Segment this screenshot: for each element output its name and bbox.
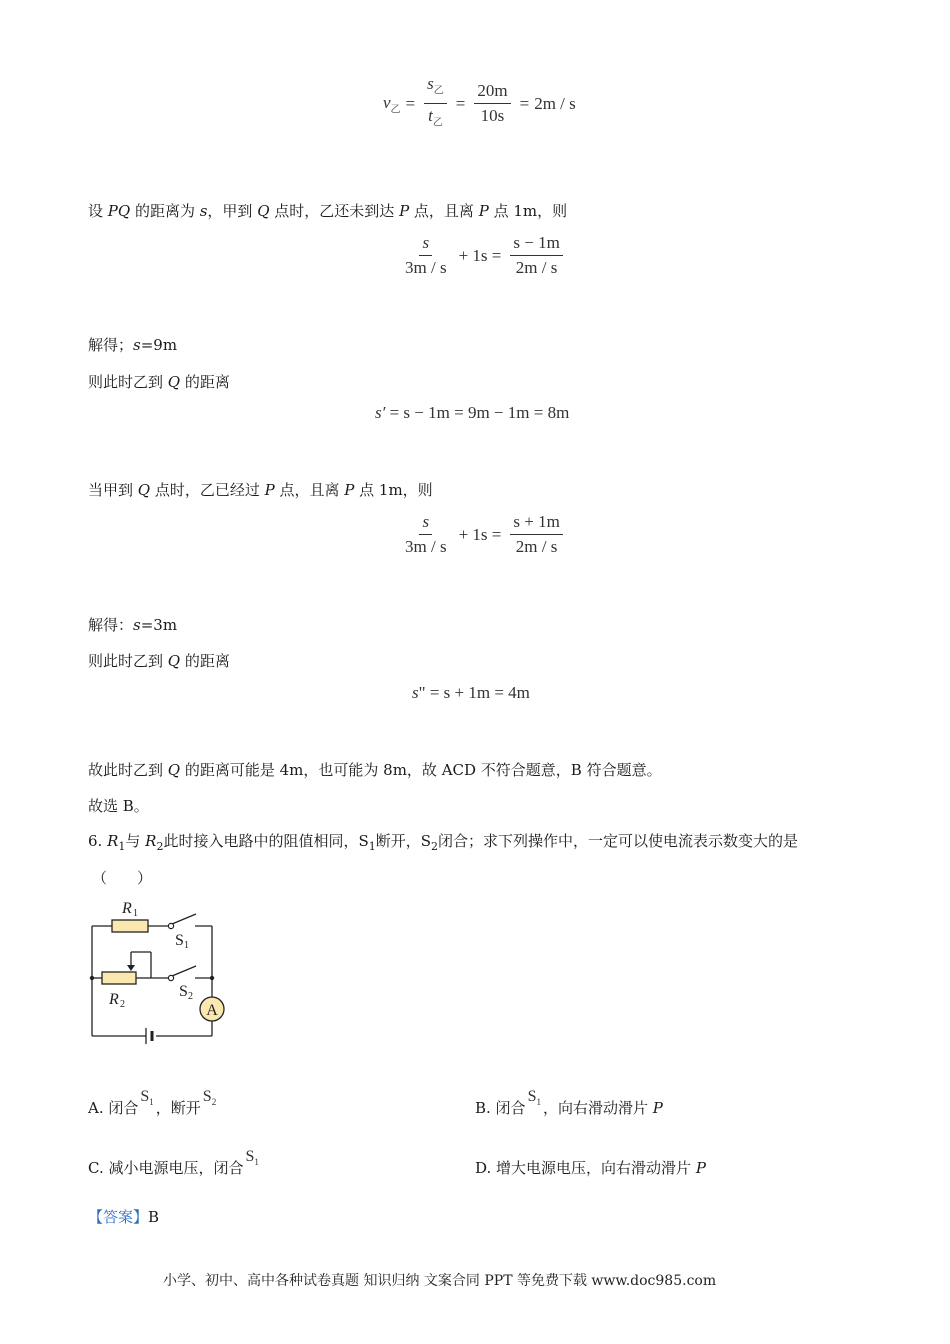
rheostat-r2 [102, 972, 136, 984]
solution-s-3m: 解得：s=3m [88, 616, 178, 634]
resistor-r1 [112, 920, 148, 932]
conclusion-text: 故此时乙到 Q 的距离可能是 4m，也可能为 8m，故 ACD 不符合题意，B 符合题意。 [88, 761, 662, 779]
svg-text:1: 1 [133, 908, 138, 919]
equation-case-one: $\frac{s}{3m / s}$ + 1s = $\frac{s - 1m}{2m / s}$ [398, 233, 567, 278]
svg-text:2: 2 [188, 991, 193, 1002]
option-a[interactable]: A. 闭合$S_1$ ，断开$S_2$ [88, 1088, 217, 1117]
option-c[interactable]: C. 减小电源电压，闭合$S_1$ [88, 1148, 259, 1177]
answer-value: B [148, 1208, 160, 1226]
svg-text:R: R [109, 991, 119, 1008]
solution-s-9m: 解得；s=9m [88, 336, 178, 354]
circuit-diagram [84, 895, 234, 1055]
answer-label: 【答案】 [88, 1208, 149, 1226]
question-6-stem: 6. $R_1$与 $R_2$此时接入电路中的阻值相同，$S_1$断开，$S_2$闭合；求下列操作中，一定可以使电流表示数变大的是 [88, 832, 799, 853]
equation-distance-8m: s′ = s − 1m = 9m − 1m = 8m [375, 403, 570, 422]
equation-case-two: $\frac{s}{3m / s}$ + 1s = $\frac{s + 1m}{2m / s}$ [398, 512, 567, 557]
svg-text:S: S [179, 983, 188, 1000]
answer-line [88, 1207, 159, 1227]
paragraph-setup-pq: 设 PQ 的距离为 s，甲到 Q 点时，乙还未到达 P 点，且离 P 点 1m，则 [88, 202, 568, 220]
svg-text:2: 2 [120, 999, 125, 1010]
svg-text:A: A [206, 1002, 218, 1019]
page-footer: 小学、初中、高中各种试卷真题 知识归纳 文案合同 PPT 等免费下载 www.doc985.com [163, 1273, 717, 1289]
equation-distance-4m: s" = s + 1m = 4m [412, 683, 530, 702]
paragraph-case-two: 当甲到 Q 点时，乙已经过 P 点，且离 P 点 1m，则 [88, 481, 433, 499]
option-d[interactable]: D. 增大电源电压，向右滑动滑片 P [475, 1159, 706, 1177]
svg-text:R: R [122, 900, 132, 917]
choice-statement: 故选 B。 [88, 797, 149, 815]
svg-text:S: S [175, 932, 184, 949]
svg-text:1: 1 [184, 940, 189, 951]
equation-velocity-yi: $v_乙$ = $\frac{s_乙}{t_乙}$ = $\frac{20m}{10s}$ = 2m / s [383, 74, 576, 129]
option-b[interactable]: B. 闭合$S_1$ ，向右滑动滑片 P [475, 1088, 663, 1117]
distance-statement-2: 则此时乙到 Q 的距离 [88, 652, 230, 670]
distance-statement-1: 则此时乙到 Q 的距离 [88, 373, 230, 391]
answer-parentheses: （ ） [92, 869, 153, 887]
